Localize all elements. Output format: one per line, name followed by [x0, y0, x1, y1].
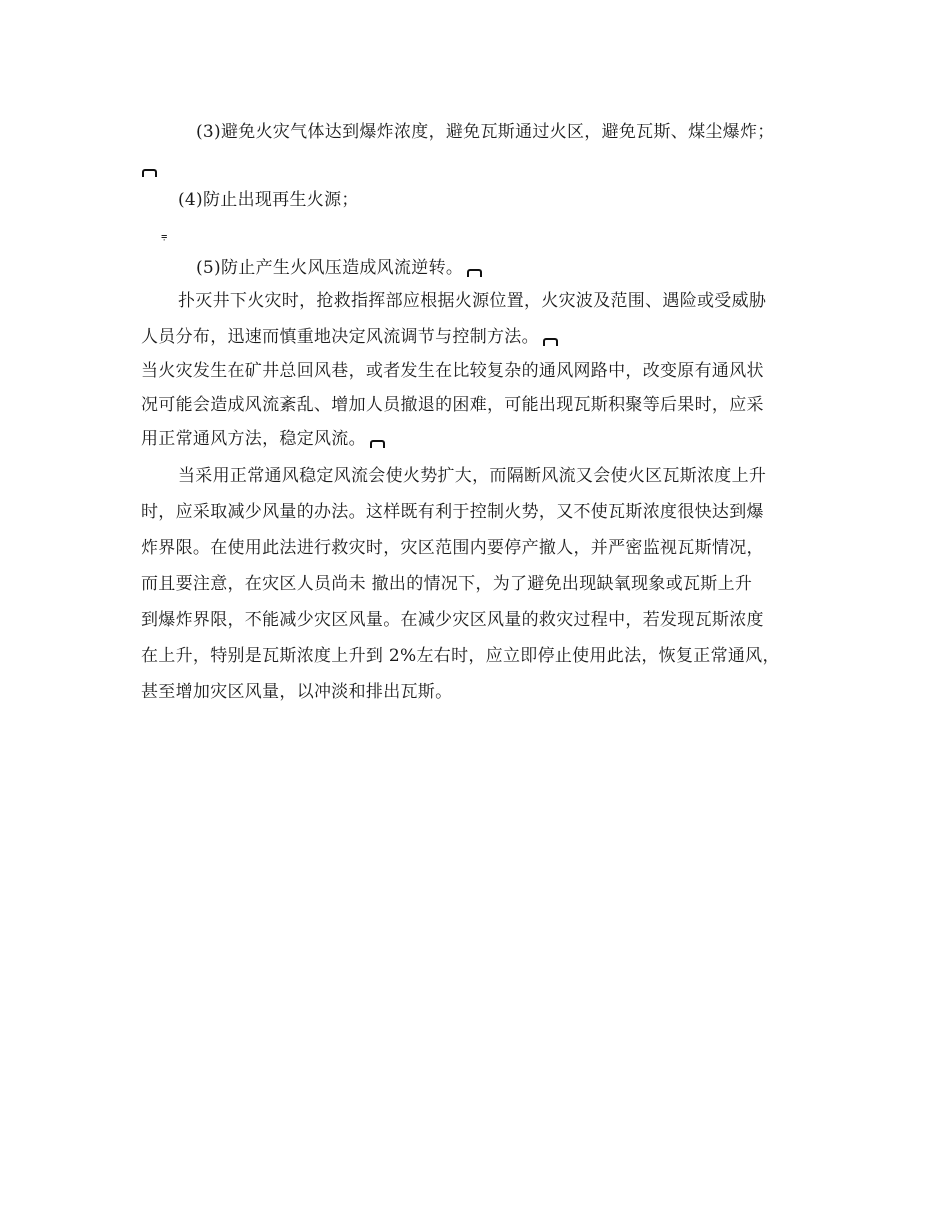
- paragraph-mark-icon: [370, 440, 385, 448]
- paragraph-2-line-3-text: 用正常通风方法，稳定风流。: [141, 429, 366, 449]
- paragraph-3-line-2: 时，应采取减少风量的办法。这样既有利于控制火势，又不使瓦斯浓度很快达到爆: [141, 502, 764, 522]
- paragraph-1-line-2: [141, 326, 558, 348]
- paragraph-mark-icon: [467, 269, 482, 277]
- list-item-4: (4)防止出现再生火源；: [178, 190, 359, 210]
- paragraph-3-line-5: 到爆炸界限，不能减少灾区风量。在减少灾区风量的救灾过程中，若发现瓦斯浓度: [141, 610, 764, 630]
- paragraph-3-line-6: 在上升，特别是瓦斯浓度上升到 2%左右时，应立即停止使用此法，恢复正常通风，: [141, 646, 780, 666]
- list-item-5: [196, 257, 482, 279]
- paragraph-3-line-1: 当采用正常通风稳定风流会使火势扩大，而隔断风流又会使火区瓦斯浓度上升: [178, 466, 767, 486]
- paragraph-3-line-3: 炸界限。在使用此法进行救灾时，灾区范围内要停产撤人，并严密监视瓦斯情况，: [141, 538, 764, 558]
- paragraph-mark-icon: [543, 338, 558, 346]
- paragraph-2-line-1: 当火灾发生在矿井总回风巷，或者发生在比较复杂的通风网路中，改变原有通风状: [141, 361, 764, 381]
- stray-glyph: ⩦: [161, 229, 168, 242]
- paragraph-mark-icon: [142, 169, 157, 177]
- list-item-5-text: (5)防止产生火风压造成风流逆转。: [196, 258, 464, 278]
- paragraph-2-line-3: [141, 428, 385, 450]
- paragraph-3-line-7: 甚至增加灾区风量，以冲淡和排出瓦斯。: [141, 682, 453, 702]
- paragraph-1-line-2-text: 人员分布，迅速而慎重地决定风流调节与控制方法。: [141, 327, 539, 347]
- paragraph-1-line-1: 扑灭井下火灾时，抢救指挥部应根据火源位置，火灾波及范围、遇险或受威胁: [178, 291, 767, 311]
- list-item-3: (3)避免火灾气体达到爆炸浓度，避免瓦斯通过火区，避免瓦斯、煤尘爆炸；: [196, 122, 775, 142]
- paragraph-3-line-4: 而且要注意，在灾区人员尚未 撤出的情况下，为了避免出现缺氧现象或瓦斯上升: [141, 574, 753, 594]
- paragraph-2-line-2: 况可能会造成风流紊乱、增加人员撤退的困难，可能出现瓦斯积聚等后果时，应采: [141, 395, 764, 415]
